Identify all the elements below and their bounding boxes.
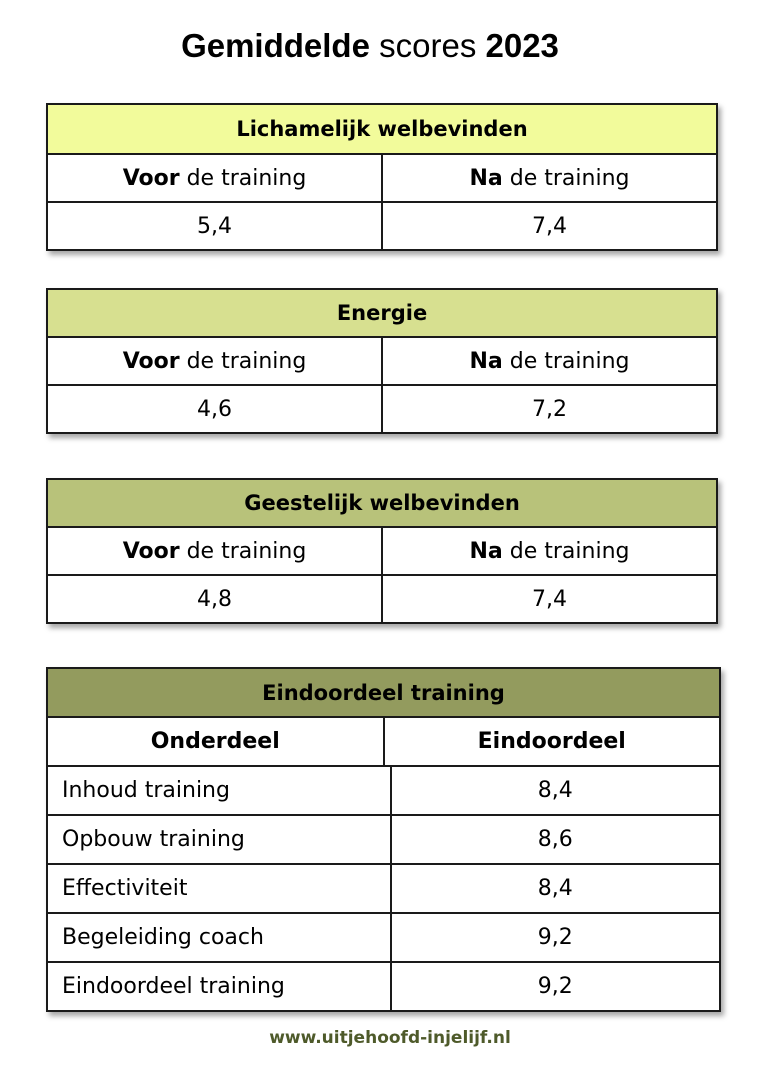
label-after-bold: Na	[469, 348, 503, 374]
table-row	[48, 863, 719, 912]
label-after-rest: de training	[502, 538, 630, 564]
table-header	[48, 669, 719, 716]
row-score: 9,2	[390, 963, 720, 1010]
column-header-row	[48, 153, 716, 201]
table-energie	[46, 288, 718, 434]
table-header	[48, 105, 716, 153]
label-before-bold: Voor	[122, 538, 180, 564]
column-header-row	[48, 526, 716, 574]
label-before-bold: Voor	[122, 165, 180, 191]
table-row	[48, 201, 716, 249]
row-part: Opbouw training	[62, 827, 245, 852]
column-header-row	[48, 336, 716, 384]
column-header-after	[381, 528, 716, 574]
score-before: 5,4	[197, 213, 232, 239]
row-score: 8,4	[390, 865, 720, 912]
label-after-rest: de training	[502, 165, 630, 191]
row-part: Inhoud training	[62, 778, 230, 803]
row-part: Effectiviteit	[62, 876, 188, 901]
column-header-before	[48, 155, 381, 201]
score-after: 7,2	[381, 386, 716, 432]
score-after: 7,4	[381, 203, 716, 249]
table-header	[48, 480, 716, 526]
label-after-rest: de training	[502, 348, 630, 374]
column-header-onderdeel: Onderdeel	[150, 729, 280, 754]
label-before-rest: de training	[179, 165, 307, 191]
title-year: 2023	[485, 27, 559, 64]
title-plain-part: scores	[379, 27, 477, 64]
label-after-bold: Na	[469, 165, 503, 191]
label-before-rest: de training	[179, 348, 307, 374]
row-score: 9,2	[390, 914, 720, 961]
table-title: Lichamelijk welbevinden	[236, 117, 528, 141]
column-header-eindoordeel: Eindoordeel	[383, 718, 720, 765]
page-title	[0, 24, 740, 68]
table-row	[48, 765, 719, 814]
column-header-before	[48, 338, 381, 384]
score-before: 4,8	[197, 586, 232, 612]
table-title: Energie	[336, 301, 428, 325]
label-after-bold: Na	[469, 538, 503, 564]
footer-url: www.uitjehoofd-injelijf.nl	[269, 1028, 511, 1048]
title-bold-part: Gemiddelde	[181, 27, 370, 64]
column-header-before	[48, 528, 381, 574]
score-after: 7,4	[381, 576, 716, 622]
table-title: Eindoordeel training	[262, 680, 505, 705]
table-row	[48, 574, 716, 622]
table-lichamelijk-welbevinden	[46, 103, 718, 251]
table-header	[48, 290, 716, 336]
column-header-after	[381, 338, 716, 384]
table-title: Geestelijk welbevinden	[244, 491, 520, 515]
label-before-rest: de training	[179, 538, 307, 564]
row-part: Eindoordeel training	[62, 974, 285, 999]
row-score: 8,6	[390, 816, 720, 863]
column-header-after	[381, 155, 716, 201]
table-row	[48, 961, 719, 1010]
table-row	[48, 384, 716, 432]
table-geestelijk-welbevinden	[46, 478, 718, 624]
table-row	[48, 814, 719, 863]
column-header-row	[48, 716, 719, 765]
table-eindoordeel-training	[46, 667, 721, 1012]
row-score: 8,4	[390, 767, 720, 814]
score-before: 4,6	[197, 396, 232, 422]
row-part: Begeleiding coach	[62, 925, 264, 950]
table-row	[48, 912, 719, 961]
label-before-bold: Voor	[122, 348, 180, 374]
